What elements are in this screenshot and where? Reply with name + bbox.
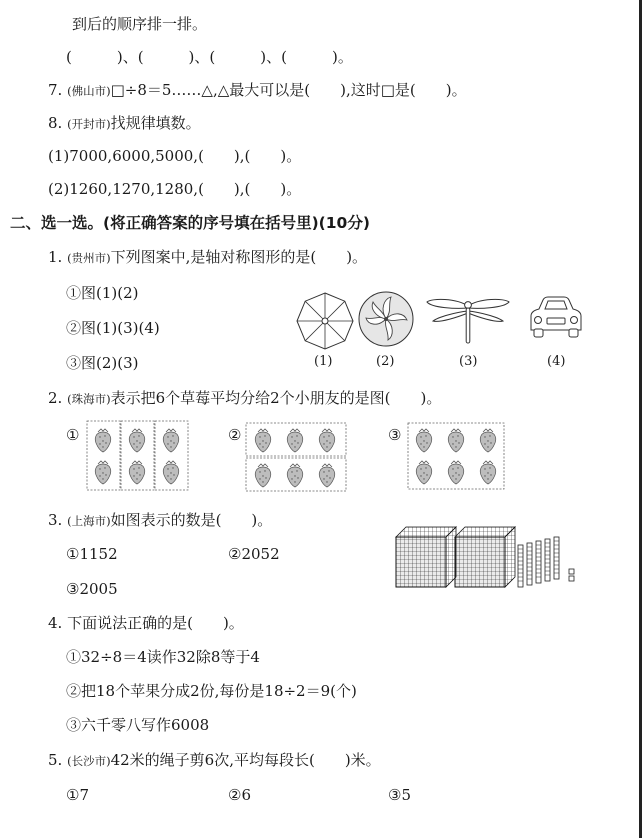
option-3: ③5 (388, 786, 411, 804)
question-number: 8. (48, 114, 63, 132)
question-text: 如图表示的数是( )。 (110, 511, 273, 529)
option-1: ①32÷8＝4读作32除8等于4 (66, 648, 260, 666)
option-2: ②6 (228, 786, 251, 804)
choice-question-4 (48, 613, 244, 633)
question-text: 找规律填数。 (110, 114, 201, 132)
question-text: 下面说法正确的是( )。 (67, 614, 244, 632)
option-label-2: ② (228, 426, 242, 444)
source-city: (上海市) (67, 514, 111, 528)
question-number: 7. (48, 81, 63, 99)
option-3: ③六千零八写作6008 (66, 716, 210, 734)
question-text: 下列图案中,是轴对称图形的是( )。 (110, 248, 368, 266)
figure-caption-4: (4) (547, 354, 566, 369)
figure-caption-3: (3) (459, 354, 478, 369)
option-3: ③2005 (66, 580, 118, 598)
source-city: (贵州市) (67, 251, 111, 265)
option-1: ①7 (66, 786, 89, 804)
source-city: (佛山市) (67, 84, 111, 98)
continuation-text: 到后的顺序排一排。 (72, 15, 208, 33)
question-text: □÷8＝5……△,△最大可以是( ),这时□是( )。 (110, 81, 467, 99)
section-2-heading: 二、选一选。(将正确答案的序号填在括号里)(10分) (10, 214, 370, 232)
question-number: 2. (48, 389, 63, 407)
option-1: ①图(1)(2) (66, 284, 139, 302)
option-label-1: ① (66, 426, 80, 444)
question-text: 42米的绳子剪6次,平均每段长( )米。 (110, 751, 381, 769)
option-3: ③图(2)(3) (66, 354, 139, 372)
question-number: 5. (48, 751, 63, 769)
source-city: (开封市) (67, 117, 111, 131)
option-2: ②2052 (228, 545, 280, 563)
figure-caption-1: (1) (314, 354, 333, 369)
option-1: ①1152 (66, 545, 118, 563)
choice-question-5 (48, 750, 381, 771)
question-number: 1. (48, 248, 63, 266)
option-2: ②把18个苹果分成2份,每份是18÷2＝9(个) (66, 682, 357, 700)
question-number: 3. (48, 511, 63, 529)
option-2: ②图(1)(3)(4) (66, 319, 160, 337)
option-label-3: ③ (388, 426, 402, 444)
source-city: (长沙市) (67, 754, 111, 768)
source-city: (珠海市) (67, 392, 111, 406)
blanks-row: ( )、( )、( )、( )。 (66, 48, 353, 66)
question-number: 4. (48, 614, 63, 632)
question-8-part-2: (2)1260,1270,1280,( ),( )。 (48, 180, 302, 198)
question-8-part-1: (1)7000,6000,5000,( ),( )。 (48, 147, 302, 165)
figure-caption-2: (2) (376, 354, 395, 369)
question-text: 表示把6个草莓平均分给2个小朋友的是图( )。 (110, 389, 442, 407)
